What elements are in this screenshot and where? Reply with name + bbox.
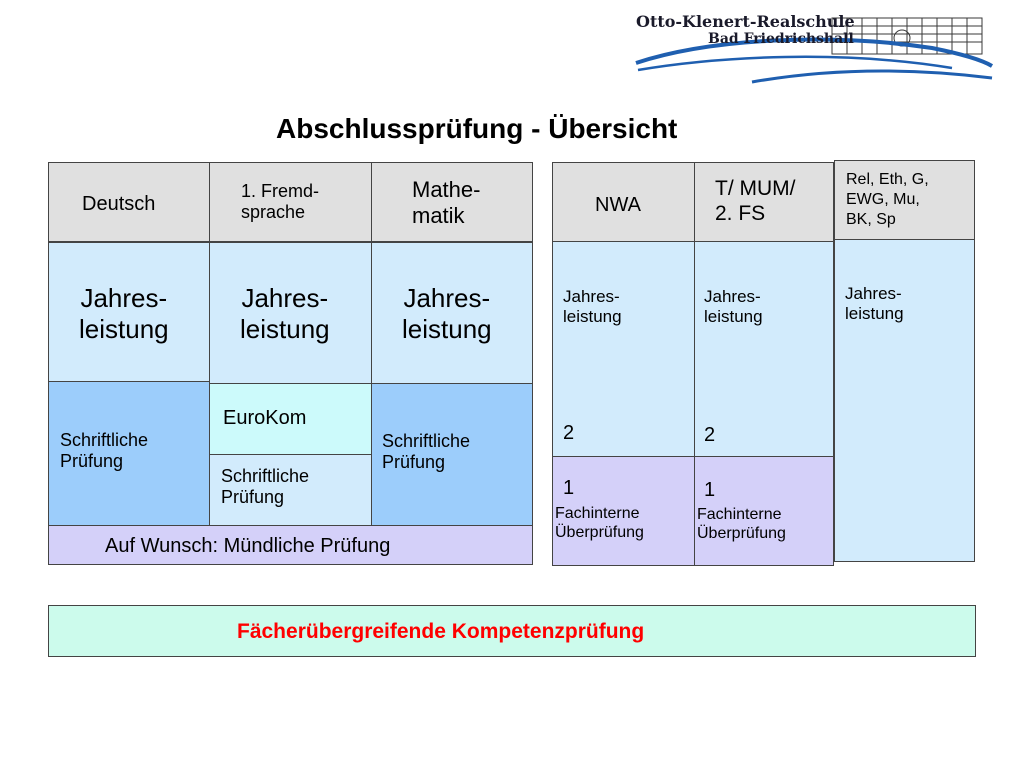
- muendliche-pruefung-bar: [48, 525, 533, 565]
- fachintern-tmum: [694, 456, 834, 566]
- kompetenzpruefung-box: [48, 605, 976, 657]
- jahresleistung-deutsch-label: Jahres- leistung: [79, 283, 169, 345]
- jahresleistung-tmum: [694, 241, 834, 457]
- jahresleistung-tmum-label: Jahres- leistung: [704, 287, 763, 327]
- fachintern-tmum-label: Fachinterne Überprüfung: [697, 506, 786, 542]
- fachintern-nwa: [552, 456, 695, 566]
- header-tmum: [694, 162, 834, 242]
- jahresleistung-fremdsprache-label: Jahres- leistung: [240, 283, 330, 345]
- header-rel-label: Rel, Eth, G, EWG, Mu, BK, Sp: [846, 171, 929, 228]
- jahresleistung-mathematik-label: Jahres- leistung: [402, 283, 492, 345]
- jahresleistung-nwa: [552, 241, 695, 457]
- schriftlich-fremdsprache: [209, 454, 372, 526]
- header-fremdsprache-label: 1. Fremd- sprache: [241, 181, 320, 223]
- jahresleistung-deutsch: [48, 242, 210, 382]
- muendliche-pruefung-label: Auf Wunsch: Mündliche Prüfung: [105, 535, 391, 557]
- jahresleistung-rel-label: Jahres- leistung: [845, 284, 904, 324]
- header-nwa-label: NWA: [595, 194, 641, 216]
- fachintern-nwa-label: Fachinterne Überprüfung: [555, 505, 644, 541]
- logo-school-name: Otto-Klenert-Realschule: [636, 12, 855, 31]
- nwa-weight-fachintern: 1: [563, 477, 575, 499]
- nwa-weight-jahresleistung: 2: [563, 422, 575, 444]
- tmum-weight-fachintern: 1: [704, 479, 716, 501]
- jahresleistung-nwa-label: Jahres- leistung: [563, 287, 622, 327]
- school-logo: [632, 8, 994, 86]
- tmum-weight-jahresleistung: 2: [704, 424, 716, 446]
- header-deutsch: [48, 162, 210, 242]
- schriftlich-deutsch: [48, 381, 210, 526]
- header-tmum-label: T/ MUM/ 2. FS: [715, 177, 796, 225]
- header-nwa: [552, 162, 695, 242]
- eurokom-label: EuroKom: [223, 407, 307, 429]
- kompetenzpruefung-label: Fächerübergreifende Kompetenzprüfung: [237, 620, 645, 643]
- jahresleistung-fremdsprache: [209, 242, 372, 384]
- logo-school-location: Bad Friedrichshall: [708, 31, 854, 47]
- header-mathematik-label: Mathe- matik: [412, 177, 481, 228]
- header-mathematik: [371, 162, 533, 242]
- header-deutsch-label: Deutsch: [82, 193, 156, 215]
- eurokom-fremdsprache: [209, 383, 372, 455]
- schriftlich-mathematik: [371, 383, 533, 526]
- page-title: Abschlussprüfung - Übersicht: [276, 113, 678, 144]
- schriftlich-fremdsprache-label: Schriftliche Prüfung: [221, 466, 310, 508]
- header-fremdsprache: [209, 162, 372, 242]
- header-rel: [834, 160, 975, 240]
- schriftlich-deutsch-label: Schriftliche Prüfung: [60, 430, 149, 472]
- schriftlich-mathematik-label: Schriftliche Prüfung: [382, 431, 471, 473]
- jahresleistung-mathematik: [371, 242, 533, 384]
- jahresleistung-rel: [834, 239, 975, 562]
